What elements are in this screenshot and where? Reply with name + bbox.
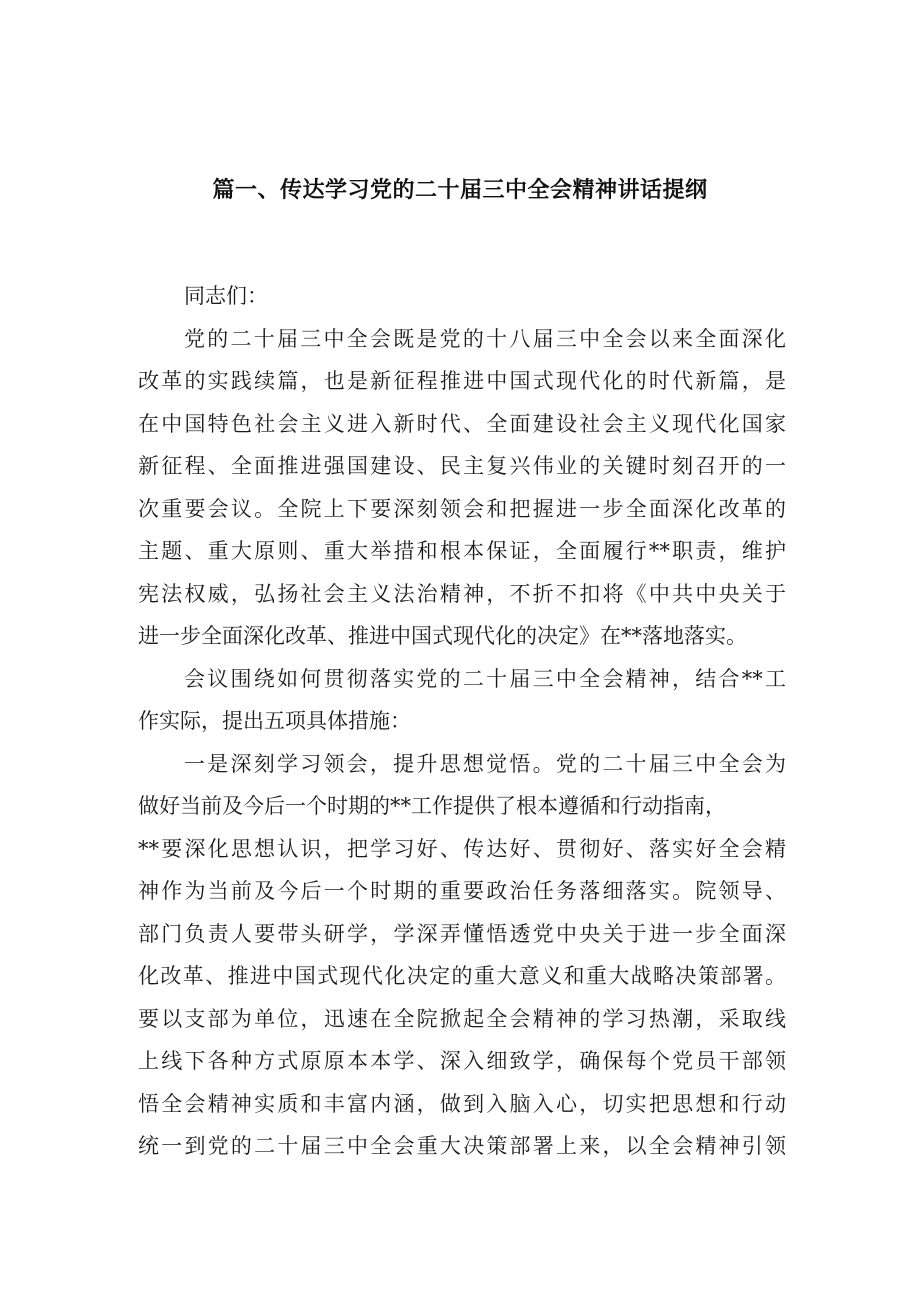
body-line: 神作为当前及今后一个时期的重要政治任务落细落实。院领导、 (138, 879, 786, 903)
body-line: 同志们： (184, 284, 268, 308)
document-body (138, 275, 786, 1168)
body-line: 党的二十届三中全会既是党的十八届三中全会以来全面深化 (184, 326, 786, 351)
body-line: 新征程、全面推进强国建设、民主复兴伟业的关键时刻召开的一 (138, 454, 786, 478)
body-line: 做好当前及今后一个时期的**工作提供了根本遵循和行动指南， (138, 794, 726, 818)
body-line: 次重要会议。全院上下要深刻领会和把握进一步全面深化改革的 (138, 496, 786, 521)
body-line: 统一到党的二十届三中全会重大决策部署上来，以全会精神引领 (138, 1134, 786, 1158)
body-line: 一是深刻学习领会，提升思想觉悟。党的二十届三中全会为 (184, 751, 786, 776)
body-line: 宪法权威，弘扬社会主义法治精神，不折不扣将《中共中央关于 (138, 581, 786, 606)
body-line: 在中国特色社会主义进入新时代、全面建设社会主义现代化国家 (138, 411, 786, 436)
body-line: 要以支部为单位，迅速在全院掀起全会精神的学习热潮，采取线 (138, 1006, 786, 1031)
body-line: 会议围绕如何贯彻落实党的二十届三中全会精神，结合**工 (184, 666, 786, 691)
body-line: 改革的实践续篇，也是新征程推进中国式现代化的时代新篇，是 (138, 369, 786, 393)
body-line: **要深化思想认识，把学习好、传达好、贯彻好、落实好全会精 (138, 836, 786, 861)
document-title: 篇一、传达学习党的二十届三中全会精神讲话提纲 (212, 178, 708, 203)
body-line: 进一步全面深化改革、推进中国式现代化的决定》在**落地落实。 (138, 624, 747, 648)
body-line: 化改革、推进中国式现代化决定的重大意义和重大战略决策部署。 (138, 964, 786, 988)
body-line: 作实际，提出五项具体措施： (138, 709, 411, 733)
body-line: 主题、重大原则、重大举措和根本保证，全面履行**职责，维护 (138, 539, 786, 563)
body-line: 上线下各种方式原原本本学、深入细致学，确保每个党员干部领 (138, 1049, 786, 1073)
body-line: 部门负责人要带头研学，学深弄懂悟透党中央关于进一步全面深 (138, 921, 786, 946)
body-line: 悟全会精神实质和丰富内涵，做到入脑入心，切实把思想和行动 (138, 1091, 786, 1116)
